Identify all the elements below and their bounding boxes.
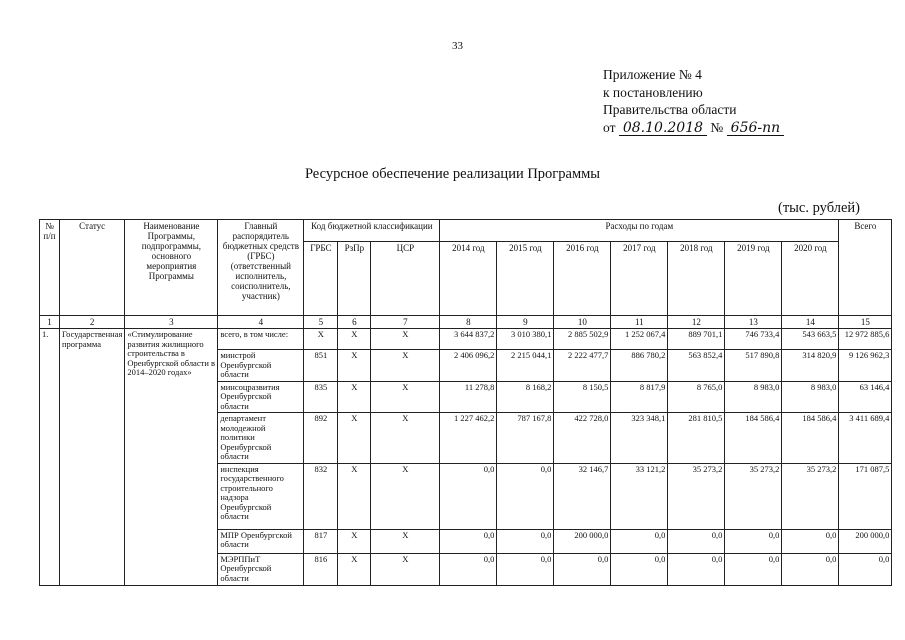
value-cell: 0,0 [611,529,668,553]
header-year: 2017 год [611,242,668,316]
annex-from-label: от [603,119,616,135]
csr-cell: X [371,463,440,529]
value-cell: 281 810,5 [668,413,725,464]
column-number: 8 [440,316,497,329]
rzpr-cell: X [338,463,371,529]
value-cell: 0,0 [497,463,554,529]
program-status: Государственная программа [60,329,125,586]
header-rzpr: РзПр [338,242,371,316]
value-cell: 35 273,2 [725,463,782,529]
admin-cell: МЭРППиТ Оренбургской области [218,553,304,585]
total-cell: 12 972 885,6 [839,329,892,350]
value-cell: 0,0 [497,529,554,553]
grbs-cell: 817 [304,529,338,553]
header-year: 2014 год [440,242,497,316]
value-cell: 1 252 067,4 [611,329,668,350]
value-cell: 0,0 [440,553,497,585]
value-cell: 422 728,0 [554,413,611,464]
value-cell: 8 817,9 [611,381,668,413]
column-number: 3 [125,316,218,329]
header-status: Статус [60,220,125,316]
value-cell: 33 121,2 [611,463,668,529]
value-cell: 323 348,1 [611,413,668,464]
total-cell: 3 411 689,4 [839,413,892,464]
value-cell: 563 852,4 [668,350,725,382]
value-cell: 0,0 [440,529,497,553]
header-num: № п/п [40,220,60,316]
value-cell: 543 663,5 [782,329,839,350]
column-number: 4 [218,316,304,329]
annex-number-label: № [710,119,724,135]
value-cell: 886 780,2 [611,350,668,382]
value-cell: 1 227 462,2 [440,413,497,464]
column-number: 6 [338,316,371,329]
column-number: 10 [554,316,611,329]
table-row [40,329,892,350]
value-cell: 11 278,8 [440,381,497,413]
total-cell: 63 146,4 [839,381,892,413]
rzpr-cell: X [338,529,371,553]
grbs-cell: 816 [304,553,338,585]
value-cell: 2 222 477,7 [554,350,611,382]
csr-cell: X [371,553,440,585]
admin-cell: инспекция государственного строительного надзора Оренбургской области [218,463,304,529]
column-number: 12 [668,316,725,329]
value-cell: 2 885 502,9 [554,329,611,350]
header-year: 2019 год [725,242,782,316]
value-cell: 8 983,0 [725,381,782,413]
csr-cell: X [371,381,440,413]
value-cell: 0,0 [725,553,782,585]
column-number: 15 [839,316,892,329]
grbs-cell: X [304,329,338,350]
value-cell: 184 586,4 [782,413,839,464]
annex-line-2: к постановлению [603,84,703,100]
header-year: 2018 год [668,242,725,316]
program-num: 1. [40,329,60,586]
value-cell: 517 890,8 [725,350,782,382]
header-year: 2020 год [782,242,839,316]
units-label: (тыс. рублей) [778,200,860,216]
value-cell: 8 150,5 [554,381,611,413]
grbs-cell: 835 [304,381,338,413]
value-cell: 8 983,0 [782,381,839,413]
header-csr: ЦСР [371,242,440,316]
header-grbs: ГРБС [304,242,338,316]
value-cell: 8 168,2 [497,381,554,413]
annex-block [603,66,784,136]
rzpr-cell: X [338,381,371,413]
column-number: 9 [497,316,554,329]
value-cell: 889 701,1 [668,329,725,350]
value-cell: 0,0 [782,553,839,585]
value-cell: 0,0 [668,553,725,585]
value-cell: 0,0 [668,529,725,553]
value-cell: 3 644 837,2 [440,329,497,350]
header-year: 2016 год [554,242,611,316]
column-number: 1 [40,316,60,329]
column-number: 13 [725,316,782,329]
value-cell: 8 765,0 [668,381,725,413]
rzpr-cell: X [338,350,371,382]
admin-cell: МПР Оренбургской области [218,529,304,553]
resource-table [39,219,892,586]
value-cell: 200 000,0 [554,529,611,553]
column-number-row [40,316,892,329]
grbs-cell: 832 [304,463,338,529]
value-cell: 2 215 044,1 [497,350,554,382]
header-year: 2015 год [497,242,554,316]
column-number: 5 [304,316,338,329]
document-title: Ресурсное обеспечение реализации Программы [304,166,601,182]
header-name: Наименование Программы, подпрограммы, основного мероприятия Программы [125,220,218,316]
annex-date-line [603,119,784,137]
grbs-cell: 851 [304,350,338,382]
rzpr-cell: X [338,553,371,585]
value-cell: 0,0 [497,553,554,585]
csr-cell: X [371,413,440,464]
total-cell: 171 087,5 [839,463,892,529]
value-cell: 0,0 [554,553,611,585]
value-cell: 314 820,9 [782,350,839,382]
handwritten-number: 656-пп [727,121,785,136]
column-number: 2 [60,316,125,329]
total-cell: 200 000,0 [839,529,892,553]
header-expenses: Расходы по годам [440,220,839,242]
value-cell: 35 273,2 [782,463,839,529]
annex-title: Приложение № 4 [603,67,702,82]
value-cell: 184 586,4 [725,413,782,464]
admin-cell: минсоцразвития Оренбургской области [218,381,304,413]
total-cell: 0,0 [839,553,892,585]
admin-cell: всего, в том числе: [218,329,304,350]
rzpr-cell: X [338,329,371,350]
header-admin: Главный распорядитель бюджетных средств (ГРБС) (ответственный исполнитель, соисполнитель, участник) [218,220,304,316]
annex-line-3: Правительства области [603,102,737,117]
value-cell: 0,0 [782,529,839,553]
value-cell: 2 406 096,2 [440,350,497,382]
column-number: 14 [782,316,839,329]
csr-cell: X [371,350,440,382]
value-cell: 0,0 [611,553,668,585]
grbs-cell: 892 [304,413,338,464]
value-cell: 0,0 [725,529,782,553]
value-cell: 32 146,7 [554,463,611,529]
csr-cell: X [371,529,440,553]
csr-cell: X [371,329,440,350]
program-name: «Стимулирование развития жилищного строительства в Оренбургской области в 2014–2020 годах» [125,329,218,586]
handwritten-date: 08.10.2018 [619,121,707,136]
rzpr-cell: X [338,413,371,464]
value-cell: 35 273,2 [668,463,725,529]
value-cell: 746 733,4 [725,329,782,350]
column-number: 11 [611,316,668,329]
admin-cell: минстрой Оренбургской области [218,350,304,382]
total-cell: 9 126 962,3 [839,350,892,382]
column-number: 7 [371,316,440,329]
page-number: 33 [452,40,463,52]
header-budget-code: Код бюджетной классификации [304,220,440,242]
header-total: Всего [839,220,892,316]
value-cell: 787 167,8 [497,413,554,464]
admin-cell: департамент молодежной политики Оренбургской области [218,413,304,464]
value-cell: 0,0 [440,463,497,529]
value-cell: 3 010 380,1 [497,329,554,350]
